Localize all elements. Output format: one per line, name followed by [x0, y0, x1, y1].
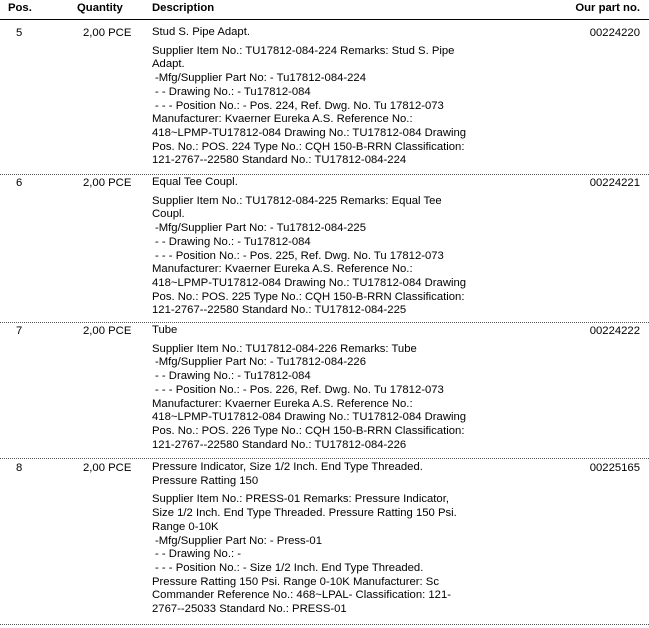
row-title: Pressure Indicator, Size 1/2 Inch. End Type Threaded. Pressure Ratting 150 [152, 461, 423, 487]
desc-line: - - - Position No.: - Pos. 224, Ref. Dwg. No. Tu 17812-073 [155, 99, 444, 112]
desc-line: Manufacturer: Kvaerner Eureka A.S. Reference No.: [152, 263, 413, 276]
desc-line: -Mfg/Supplier Part No: - Press-01 [155, 534, 322, 547]
desc-line: 121-2767--22580 Standard No.: TU17812-084-225 [152, 304, 407, 317]
desc-line: Supplier Item No.: TU17812-084-226 Remarks: Tube [152, 342, 417, 355]
desc-line: Range 0-10K [152, 520, 219, 533]
row-quantity: 2,00 PCE [83, 462, 132, 474]
desc-line: 418~LPMP-TU17812-084 Drawing No.: TU17812-084 Drawing [152, 126, 467, 139]
desc-line: 121-2767--22580 Standard No.: TU17812-084-224 [152, 154, 407, 167]
row-title: Equal Tee Coupl. [152, 176, 238, 188]
header-divider [0, 19, 649, 20]
row-quantity: 2,00 PCE [83, 177, 132, 189]
desc-line: Pressure Ratting 150 Psi. Range 0-10K Manufacturer: Sc [152, 575, 439, 588]
row-part-no: 00224220 [589, 27, 640, 39]
desc-line: Supplier Item No.: TU17812-084-225 Remarks: Equal Tee [152, 194, 442, 207]
desc-line: Supplier Item No.: PRESS-01 Remarks: Pressure Indicator, [152, 493, 449, 506]
desc-line: - - - Position No.: - Size 1/2 Inch. End Type Threaded. [155, 561, 424, 574]
row-divider [0, 174, 649, 175]
desc-line: Pos. No.: POS. 224 Type No.: CQH 150-B-RRN Classification: [152, 140, 465, 153]
header-our-part-no: Our part no. [575, 2, 640, 14]
desc-line: Pos. No.: POS. 226 Type No.: CQH 150-B-RRN Classification: [152, 424, 465, 437]
desc-line: -Mfg/Supplier Part No: - Tu17812-084-224 [155, 72, 366, 85]
row-pos: 5 [16, 27, 23, 39]
desc-line: - - Drawing No.: - Tu17812-084 [155, 85, 311, 98]
desc-line: - - Drawing No.: - [155, 548, 241, 561]
desc-line: - - Drawing No.: - Tu17812-084 [155, 235, 311, 248]
desc-line: Size 1/2 Inch. End Type Threaded. Pressure Ratting 150 Psi. [152, 507, 457, 520]
row-title: Tube [152, 324, 178, 336]
desc-line: 418~LPMP-TU17812-084 Drawing No.: TU17812-084 Drawing [152, 276, 467, 289]
desc-line: 121-2767--22580 Standard No.: TU17812-084-226 [152, 438, 407, 451]
row-part-no: 00224222 [589, 325, 640, 337]
desc-line: 418~LPMP-TU17812-084 Drawing No.: TU17812-084 Drawing [152, 411, 467, 424]
desc-line: Adapt. [152, 58, 185, 71]
header-pos: Pos. [8, 2, 32, 14]
desc-line: Manufacturer: Kvaerner Eureka A.S. Reference No.: [152, 113, 413, 126]
desc-line: Coupl. [152, 208, 185, 221]
desc-line: - - Drawing No.: - Tu17812-084 [155, 370, 311, 383]
desc-line: 2767--25033 Standard No.: PRESS-01 [152, 603, 347, 616]
row-description [152, 176, 492, 318]
desc-line: -Mfg/Supplier Part No: - Tu17812-084-226 [155, 356, 366, 369]
row-quantity: 2,00 PCE [83, 27, 132, 39]
row-divider [0, 624, 649, 625]
header-description: Description [152, 2, 215, 14]
desc-line: - - - Position No.: - Pos. 225, Ref. Dwg. No. Tu 17812-073 [155, 249, 444, 262]
row-pos: 6 [16, 177, 23, 189]
desc-line: Commander Reference No.: 468~LPAL- Classification: 121- [152, 589, 451, 602]
row-part-no: 00224221 [589, 177, 640, 189]
row-pos: 7 [16, 325, 23, 337]
row-part-no: 00225165 [589, 462, 640, 474]
desc-line: -Mfg/Supplier Part No: - Tu17812-084-225 [155, 222, 366, 235]
desc-line: - - - Position No.: - Pos. 226, Ref. Dwg. No. Tu 17812-073 [155, 383, 444, 396]
desc-line: Pos. No.: POS. 225 Type No.: CQH 150-B-RRN Classification: [152, 290, 465, 303]
row-quantity: 2,00 PCE [83, 325, 132, 337]
row-divider [0, 322, 649, 323]
header-quantity: Quantity [77, 2, 123, 14]
row-divider [0, 458, 649, 459]
row-pos: 8 [16, 462, 23, 474]
row-title: Stud S. Pipe Adapt. [152, 26, 250, 38]
row-description [152, 324, 492, 452]
table-header [0, 0, 649, 19]
desc-line: Manufacturer: Kvaerner Eureka A.S. Reference No.: [152, 397, 413, 410]
desc-line: Supplier Item No.: TU17812-084-224 Remarks: Stud S. Pipe [152, 44, 455, 57]
row-description [152, 26, 492, 168]
row-description [152, 461, 457, 617]
